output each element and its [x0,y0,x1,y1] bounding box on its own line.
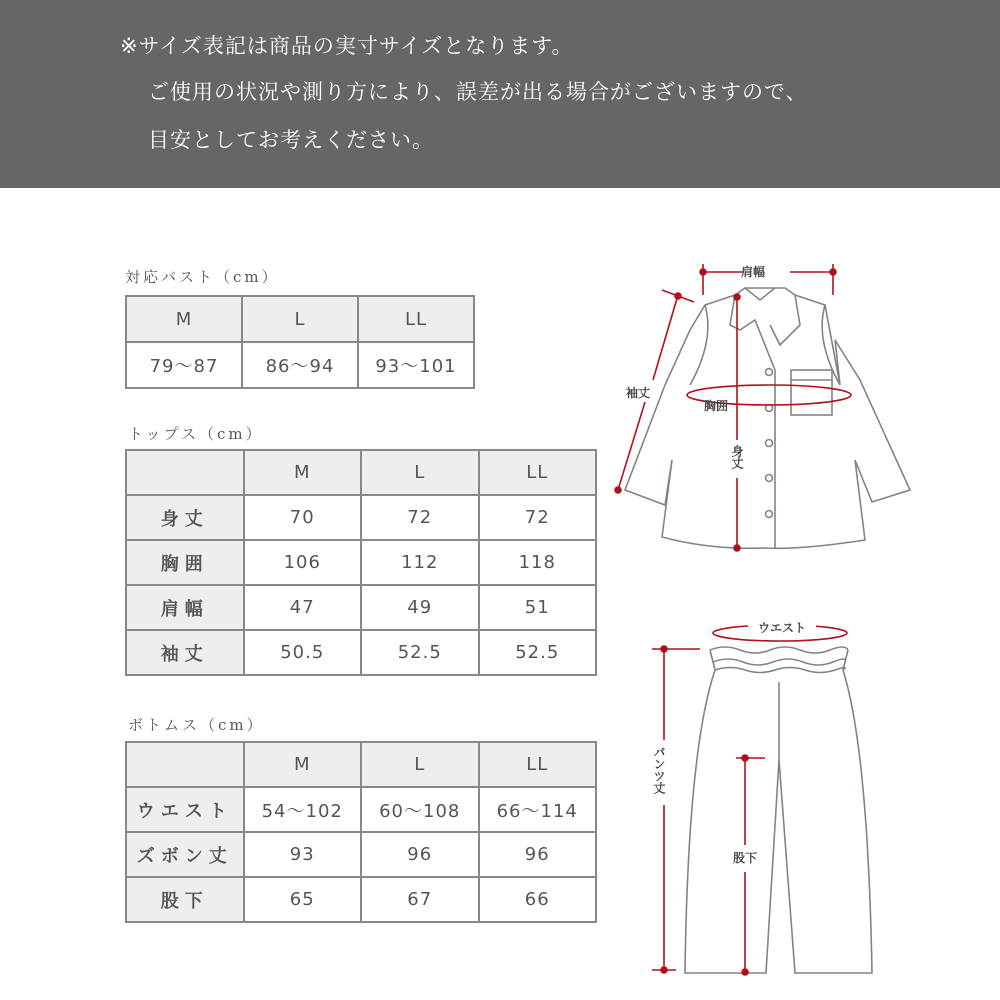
value-cell: 70 [244,495,362,540]
chest-label: 胸囲 [703,399,729,413]
value-cell: 86〜94 [242,342,358,388]
pants-outline [685,647,872,973]
table-row [126,342,474,388]
header-cell: M [244,450,362,495]
table-row [126,540,596,585]
value-cell: 93 [244,832,362,877]
notice-line-2: ご使用の状況や測り方により、誤差が出る場合がございますので、 [148,80,808,104]
value-cell: 96 [361,832,479,877]
pants-diagram [640,600,880,990]
tops-size-table [125,449,597,676]
value-cell: 118 [479,540,597,585]
header-cell: LL [479,742,597,787]
table-row [126,787,596,832]
table-header-row [126,296,474,342]
header-cell: L [361,742,479,787]
shirt-diagram [610,250,920,560]
table-row [126,495,596,540]
table-row [126,877,596,922]
row-label: 身丈 [126,495,244,540]
header-cell: LL [479,450,597,495]
value-cell: 60〜108 [361,787,479,832]
bust-table-caption: 対応バスト（cm） [125,268,280,286]
table-row [126,585,596,630]
row-label: 胸囲 [126,540,244,585]
row-label: 袖丈 [126,630,244,675]
value-cell: 49 [361,585,479,630]
row-label: ズボン丈 [126,832,244,877]
header-cell: LL [358,296,474,342]
bottoms-size-table [125,741,597,923]
row-label: ウエスト [126,787,244,832]
sleeve-label: 袖丈 [625,386,651,400]
header-cell: M [126,296,242,342]
waist-label: ウエスト [757,621,807,635]
value-cell: 79〜87 [126,342,242,388]
table-row [126,630,596,675]
bottoms-table-caption: ボトムス（cm） [128,716,265,734]
value-cell: 67 [361,877,479,922]
value-cell: 106 [244,540,362,585]
value-cell: 51 [479,585,597,630]
value-cell: 72 [479,495,597,540]
pants-measure-lines [652,625,847,975]
inseam-label: 股下 [732,851,758,865]
notice-line-3: 目安としてお考えください。 [148,128,434,152]
table-header-row [126,450,596,495]
value-cell: 93〜101 [358,342,474,388]
length-label: 身丈 [730,445,744,469]
value-cell: 112 [361,540,479,585]
header-cell: M [244,742,362,787]
value-cell: 65 [244,877,362,922]
header-cell: L [361,450,479,495]
value-cell: 66〜114 [479,787,597,832]
header-cell [126,742,244,787]
value-cell: 50.5 [244,630,362,675]
table-row [126,832,596,877]
bust-size-table [125,295,475,389]
row-label: 肩幅 [126,585,244,630]
value-cell: 52.5 [479,630,597,675]
pants-length-label: パンツ丈 [652,746,666,794]
value-cell: 47 [244,585,362,630]
shoulder-label: 肩幅 [740,265,766,279]
value-cell: 52.5 [361,630,479,675]
header-cell: L [242,296,358,342]
header-cell [126,450,244,495]
notice-line-1: ※サイズ表記は商品の実寸サイズとなります。 [120,34,574,58]
notice-banner [0,0,1000,188]
value-cell: 72 [361,495,479,540]
row-label: 股下 [126,877,244,922]
table-header-row [126,742,596,787]
value-cell: 96 [479,832,597,877]
tops-table-caption: トップス（cm） [128,425,264,443]
value-cell: 54〜102 [244,787,362,832]
value-cell: 66 [479,877,597,922]
